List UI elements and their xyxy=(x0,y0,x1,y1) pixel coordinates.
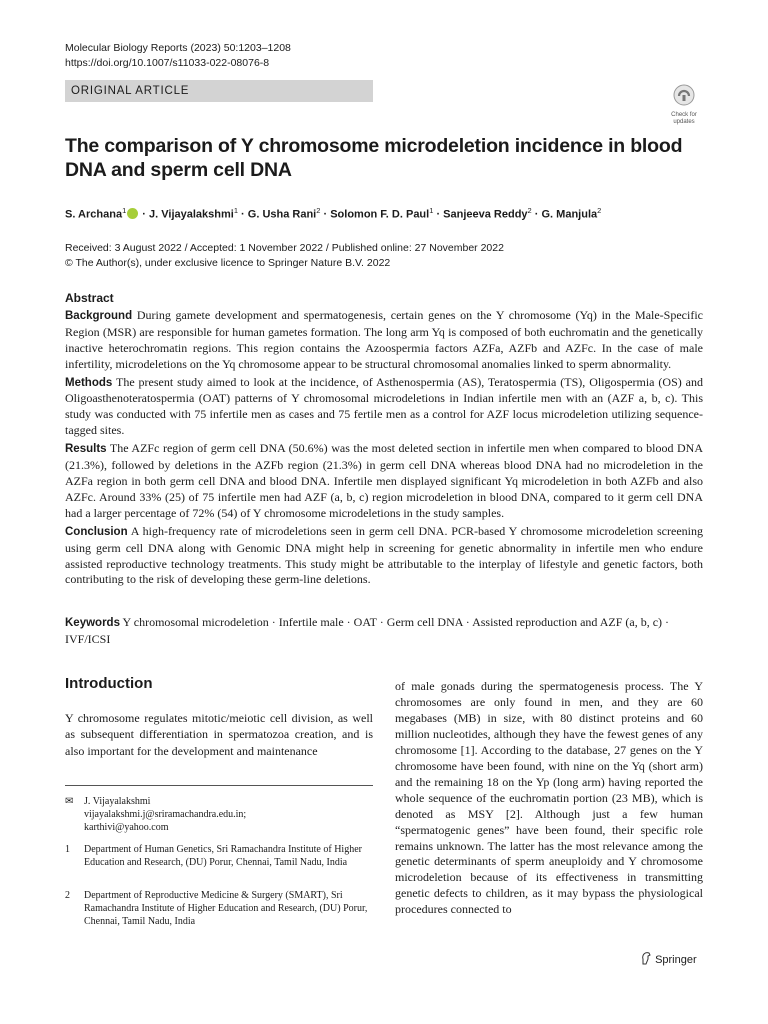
keywords-text: Y chromosomal microdeletion · Infertile male · OAT · Germ cell DNA · Assisted reproduction and AZF (a, b, c) · IVF/ICSI xyxy=(65,615,670,646)
conclusion-text: A high-frequency rate of microdeletions seen in germ cell DNA. PCR-based Y chromosome microdeletion screening using germ cell DNA along with Genomic DNA might help in screening for genetic abnormality in infertile men who endure assisted reproductive technology treatments. This study might be attributable to the interplay of lifestyle and genetic factors, both contributing to the risk of developing these germ-line deletions. xyxy=(65,523,703,587)
abstract-conclusion xyxy=(65,524,703,589)
intro-paragraph-right: of male gonads during the spermatogenesis process. The Y chromosomes are only found in men, and they are 60 megabases (MB) in size, with 80 distinct proteins and 60 million nucleotides, although they have the fewest genes of any chromosome [1]. According to the database, 27 genes on the Y chromosome have been found, with nine on the Yq (short arm) and the remaining 18 on the Yp (long arm) having reported the whole sequence of the euchromatin portion (23 MB), which is denoted as MSY [2]. Although just a few human “spermatogenic genes” have been found, their specific role remains unknown. The latter has the most relevance among the genetic determinants of sperm aneuploidy and Y chromosome microdeletion because of its effectiveness in transmitting genetic defects to children, as it may bypass the physiological procedures connected to xyxy=(395,679,703,917)
copyright-line: © The Author(s), under exclusive licence to Springer Nature B.V. 2022 xyxy=(65,257,391,269)
methods-label: Methods xyxy=(65,376,113,389)
affiliation-1-text: Department of Human Genetics, Sri Ramachandra Institute of Higher Education and Research, (DU) Porur, Chennai, Tamil Nadu, India xyxy=(84,844,362,868)
check-for-updates-line2: updates xyxy=(673,119,695,125)
springer-horse-icon xyxy=(640,952,652,965)
article-title: The comparison of Y chromosome microdeletion incidence in blood DNA and sperm cell DNA xyxy=(65,135,683,181)
author-name[interactable]: J. Vijayalakshmi xyxy=(149,208,234,221)
journal-citation: Molecular Biology Reports (2023) 50:1203–1208 xyxy=(65,42,291,54)
contact-email-2[interactable]: karthivi@yahoo.com xyxy=(84,822,169,833)
article-type-bar: ORIGINAL ARTICLE xyxy=(65,80,373,102)
author-name[interactable]: Sanjeeva Reddy xyxy=(443,208,528,221)
affiliation-1-number: 1 xyxy=(65,844,70,855)
background-text: During gamete development and spermatogenesis, certain genes on the Y chromosome (Yq) in the Male-Specific Region (MSR) are responsible for human gametes formation. The long arm Yq is composed of both euchromatin and the genetically inactive heterochromatin regions. This region contains the Azoospermia factors AZFa, AZFb and AZFc. In the case of male infertility, microdeletions on the Yq chromosome appear to be structural chromosomal anomalies linked to sperm abnormality. xyxy=(65,307,703,371)
conclusion-label: Conclusion xyxy=(65,525,128,538)
affiliation-2-text: Department of Reproductive Medicine & Surgery (SMART), Sri Ramachandra Institute of Higher Education and Research, (DU) Porur, Chennai, Tamil Nadu, India xyxy=(84,890,368,927)
intro-left-column xyxy=(65,676,373,759)
contact-name: J. Vijayalakshmi xyxy=(84,796,151,807)
author-affiliation-mark: 1 xyxy=(122,206,127,215)
keywords-section xyxy=(65,614,703,647)
author-name[interactable]: G. Manjula xyxy=(541,208,598,221)
author-name[interactable]: Solomon F. D. Paul xyxy=(330,208,430,221)
intro-paragraph-left: Y chromosome regulates mitotic/meiotic cell division, as well as subsequent differentiation in spermatozoa creation, and is also important for the development and maintenance xyxy=(65,711,373,758)
journal-header xyxy=(65,41,291,71)
introduction-heading: Introduction xyxy=(65,675,153,692)
check-for-updates-line1: Check for xyxy=(671,112,697,118)
publisher-footer xyxy=(640,952,697,966)
abstract-methods xyxy=(65,375,703,440)
abstract-section xyxy=(65,291,703,590)
affiliation-2 xyxy=(65,889,373,928)
check-for-updates-icon xyxy=(673,84,695,106)
affiliation-2-number: 2 xyxy=(65,890,70,901)
abstract-results xyxy=(65,441,703,522)
doi-link[interactable]: https://doi.org/10.1007/s11033-022-08076-8 xyxy=(65,57,270,69)
author-affiliation-mark: 2 xyxy=(597,206,602,215)
history-dates: Received: 3 August 2022 / Accepted: 1 November 2022 / Published online: 27 November 2022 xyxy=(65,242,504,254)
results-text: The AZFc region of germ cell DNA (50.6%) was the most deleted section in infertile men when compared to blood DNA (21.3%), followed by deletions in the AZFb region (21.3%) in germ cell DNA whereas blood DNA had no microdeletion in the AZFa region in both germ cell DNA and blood DNA. Infertile men displayed significant Yq microdeletion in both AZFb and also AZFc. Around 33% (25) of 75 infertile men had AZF (a, b, c) region microdeletion in blood DNA, compared to it germ cell DNA had a larger percentage of 72% (54) of Y chromosome microdeletions in the study samples. xyxy=(65,441,703,520)
check-for-updates-badge[interactable] xyxy=(664,84,704,124)
intro-right-column xyxy=(395,679,703,918)
envelope-icon: ✉ xyxy=(65,796,74,807)
abstract-background xyxy=(65,308,703,373)
affiliation-1 xyxy=(65,843,373,869)
author-affiliation-mark: 1 xyxy=(429,206,434,215)
author-affiliation-mark: 2 xyxy=(316,206,321,215)
publisher-name: Springer xyxy=(655,954,697,966)
contact-email-1[interactable]: vijayalakshmi.j@sriramachandra.edu.in; xyxy=(84,809,247,820)
author-affiliation-mark: 1 xyxy=(233,206,238,215)
author-list: S. Archana$^1$ · J. Vijayalakshmi$^1$ · G. Usha Rani$^2$ · Solomon F. D. Paul$^1$ · Sanjeeva Reddy$^2$ · G. Manjula$^2$ xyxy=(65,206,602,221)
orcid-icon[interactable] xyxy=(127,208,138,219)
methods-text: The present study aimed to look at the incidence, of Asthenospermia (AS), Teratospermia (TS), Oligospermia (OS) and Oligoasthenoteratospermia (OAT) patterns of Y chromosomal microdeletions in Indian infertile men with an (AZF a, b, c). This study was conducted with 75 infertile men as cases and 75 fertile men as a control for AZF locus microdeletion utilizing sequence-tagged sites. xyxy=(65,374,703,438)
author-name[interactable]: G. Usha Rani xyxy=(247,208,317,221)
author-affiliation-mark: 2 xyxy=(527,206,532,215)
results-label: Results xyxy=(65,443,107,456)
abstract-heading: Abstract xyxy=(65,291,114,305)
background-label: Background xyxy=(65,309,133,322)
footnote-divider xyxy=(65,785,373,786)
keywords-label: Keywords xyxy=(65,617,120,629)
author-name[interactable]: S. Archana xyxy=(65,208,123,221)
publication-dates xyxy=(65,241,504,271)
corresponding-author-note xyxy=(65,795,373,834)
